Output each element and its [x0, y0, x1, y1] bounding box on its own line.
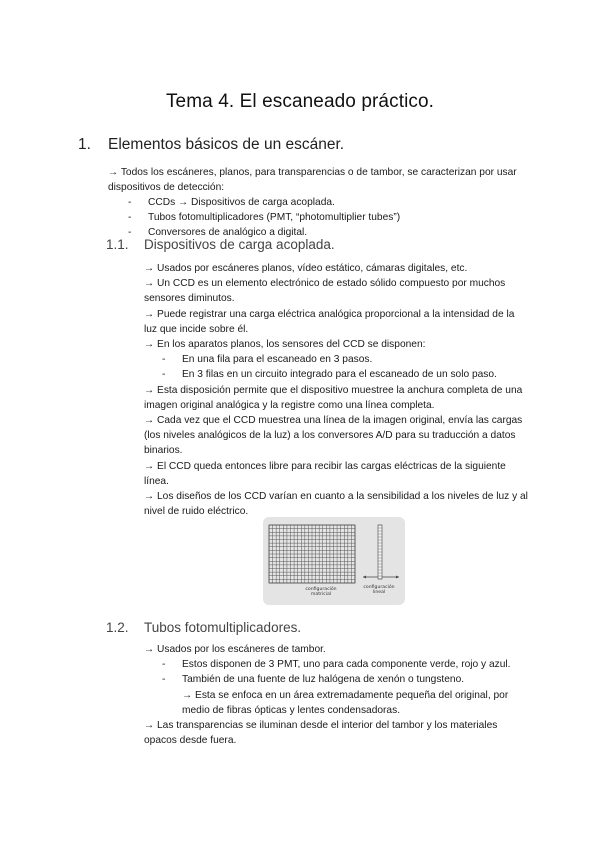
list-item: - En una fila para el escaneado en 3 pasos. — [162, 352, 528, 367]
section-1-2-title: Tubos fotomultiplicadores. — [144, 620, 302, 635]
section-1-number: 1. — [78, 136, 91, 153]
section-1-title: Elementos básicos de un escáner. — [108, 136, 345, 153]
section-1-bullet-list — [128, 195, 528, 241]
list-item: - En 3 filas en un circuito integrado para el escaneado de un solo paso. — [162, 367, 528, 382]
paragraph: → En los aparatos planos, los sensores del CCD se disponen: — [144, 339, 426, 351]
paragraph: → Cada vez que el CCD muestrea una línea de la imagen original, envía las cargas (los niveles analógicos de la luz) a los conversores A/D para su traducción a datos binarios. — [144, 415, 523, 457]
paragraph: → Puede registrar una carga eléctrica analógica proporcional a la intensidad de la luz que incide sobre él. — [144, 308, 515, 335]
section-1-2-heading — [106, 620, 301, 635]
sub-paragraph: → Esta se enfoca en un área extremadamente pequeña del original, por medio de fibras ópticas y lentes condensadoras. — [182, 689, 509, 716]
section-1-heading — [78, 136, 344, 154]
sensor-arrangement-list — [144, 352, 528, 382]
ccd-configuration-figure — [263, 517, 405, 605]
section-1-2-body — [144, 642, 528, 748]
paragraph: → Usados por escáneres planos, vídeo estático, cámaras digitales, etc. — [144, 263, 468, 274]
figure-label-linear: configuración lineal — [363, 585, 395, 596]
pmt-list — [144, 657, 528, 687]
paragraph: → Esta disposición permite que el dispositivo muestree la anchura completa de una imagen original analógica y la registre como una línea completa. — [144, 384, 523, 411]
section-1-intro: → Todos los escáneres, planos, para transparencias o de tambor, se caracterizan por usar dispositivos de detección: — [108, 167, 517, 194]
list-item — [162, 672, 528, 687]
section-1-1-heading — [106, 237, 335, 252]
paragraph: → Las transparencias se iluminan desde el interior del tambor y los materiales opacos desde fuera. — [144, 720, 498, 747]
paragraph: → Usados por los escáneres de tambor. — [144, 644, 326, 655]
list-item: - Conversores de analógico a digital. — [128, 225, 528, 240]
section-1-1-body — [144, 261, 528, 519]
section-1-1-title: Dispositivos de carga acoplada. — [144, 237, 335, 252]
list-item: - Estos disponen de 3 PMT, uno para cada componente verde, rojo y azul. — [162, 657, 528, 672]
list-item-text: También de una fuente de luz halógena de xenón o tungsteno. — [182, 674, 465, 686]
page-title: Tema 4. El escaneado práctico. — [165, 91, 435, 112]
section-1-1-number: 1.1. — [106, 237, 129, 252]
figure-label-matrix: configuración matricial — [305, 587, 337, 598]
paragraph: → El CCD queda entonces libre para recibir las cargas eléctricas de la siguiente línea. — [144, 460, 506, 487]
paragraph: → Un CCD es un elemento electrónico de estado sólido compuesto por muchos sensores diminutos. — [144, 278, 506, 305]
list-item: - Tubos fotomultiplicadores (PMT, “photomultiplier tubes”) — [128, 210, 528, 225]
section-1-2-number: 1.2. — [106, 620, 129, 635]
paragraph: → Los diseños de los CCD varían en cuanto a la sensibilidad a los niveles de luz y al nivel de ruido eléctrico. — [144, 491, 528, 518]
list-item: - CCDs → Dispositivos de carga acoplada. — [128, 195, 528, 210]
